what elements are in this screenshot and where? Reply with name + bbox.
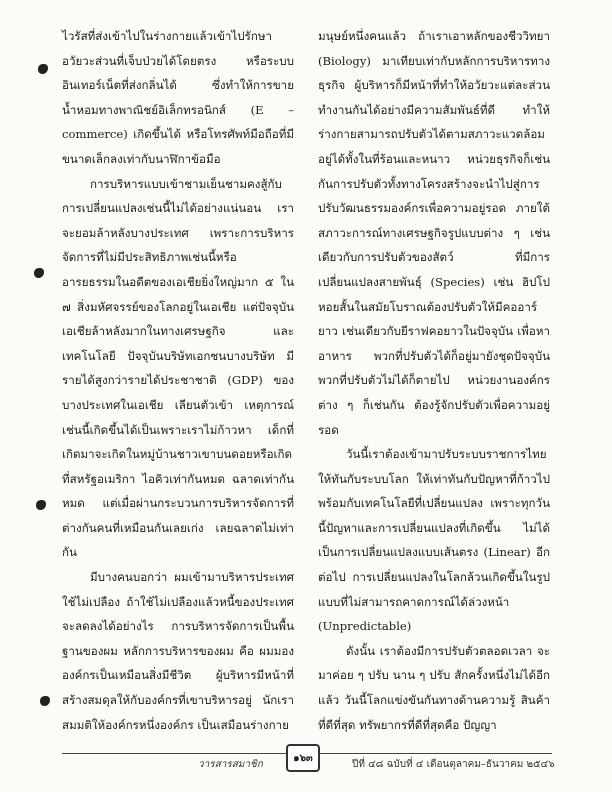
paragraph-1: ไวรัสที่ส่งเข้าไปในร่างกายแล้วเข้าไปรักษาอวัยวะส่วนที่เจ็บป่วยได้โดยตรง หรือระบบอินเทอร์เน็ตที่ส่งกลิ่นได้ ซึ่งทำให้การขายน้ำหอมทางพาณิชย์อิเล็กทรอนิกส์ (E – commerce) เกิดขึ้นได้ หรือโทรศัพท์มือถือที่มีขนาดเล็กลงเท่ากับนาฬิกาข้อมือ bbox=[62, 29, 294, 166]
paragraph-4: มนุษย์หนึ่งคนแล้ว ถ้าเราเอาหลักของชีววิทยา (Biology) มาเทียบเท่ากับหลักการบริหารทางธุรกิจ ผู้บริหารก็มีหน้าที่ทำให้อวัยวะแต่ละส่วนทำงานกันได้อย่างมีความสัมพันธ์ที่ดี ทำให้ร่างกายสามารถปรับตัวได้ตามสภาวะแวดล้อมอยู่ได้ทั้งในที่ร้อนและหนาว หน่วยธุรกิจก็เช่นกันการปรับตัวทั้งทางโครงสร้างจะนำไปสู่การปรับวัฒนธรรมองค์กรเพื่อความอยู่รอด ภายใต้สภาวะการณ์ทางเศรษฐกิจรูปแบบต่าง ๆ เช่นเดียวกับการปรับตัวของสัตว์ ที่มีการเปลี่ยนแปลงสายพันธุ์ (Species) เช่น ฮิปโปหอยสั้นในสมัยโบราณต้องปรับตัวให้มีคออาร์ยาว เช่นเดียวกับยีราฟคอยาวในปัจจุบัน เพื่อหาอาหาร พวกที่ปรับตัวได้ก็อยู่มายังชุดปัจจุบัน พวกที่ปรับตัวไม่ได้ก็ตายไป หน่วยงานองค์กรต่าง ๆ ก็เช่นกัน ต้องรู้จักปรับตัวเพื่อความอยู่รอด bbox=[318, 29, 550, 437]
page-number: ๑๖๓ bbox=[286, 744, 320, 772]
right-column bbox=[318, 24, 550, 737]
paragraph-5: วันนี้เราต้องเข้ามาปรับระบบราชการไทยให้ทันกับระบบโลก ให้เท่าทันกับปัญหาที่ก้าวไปพร้อมกับเทคโนโลยีที่เปลี่ยนแปลง เพราะทุกวันนี้ปัญหาและการเปลี่ยนแปลงที่เกิดขึ้น ไม่ได้เป็นการเปลี่ยนแปลงแบบเส้นตรง (Linear) อีกต่อไป การเปลี่ยนแปลงในโลกล้วนเกิดขึ้นในรูปแบบที่ไม่สามารถคาดการณ์ได้ล่วงหน้า (Unpredictable) bbox=[318, 447, 550, 634]
paragraph-6: ดังนั้น เราต้องมีการปรับตัวตลอดเวลา จะมาค่อย ๆ ปรับ นาน ๆ ปรับ สักครั้งหนึ่งไม่ได้อีกแล้ว วันนี้โลกแข่งขันกันทางด้านความรู้ สินค้าที่ดีที่สุด ทรัพยากรที่ดีที่สุดคือ ปัญญา bbox=[318, 643, 550, 732]
footer-journal-name: วารสารสมาชิก bbox=[198, 759, 263, 770]
ink-blot-decoration bbox=[38, 64, 48, 74]
ink-blot-decoration bbox=[34, 268, 44, 278]
footer-issue-info: ปีที่ ๔๘ ฉบับที่ ๔ เดือนตุลาคม–ธันวาคม ๒๕๔๖ bbox=[352, 759, 555, 770]
paragraph-3: มีบางคนบอกว่า ผมเข้ามาบริหารประเทศใช้ไม่เปลือง ถ้าใช้ไม่เปลืองแล้วหนี้ของประเทศจะลดลงได้อย่างไร การบริหารจัดการเป็นพื้นฐานของผม หลักการบริหารของผม คือ ผมมององค์กรเป็นเหมือนสิ่งมีชีวิต ผู้บริหารมีหน้าที่สร้างสมดุลให้กับองค์กรที่เขาบริหารอยู่ นักเราสมมติให้องค์กรหนึ่งองค์กร เป็นเสมือนร่างกาย bbox=[62, 570, 294, 732]
left-column bbox=[62, 24, 294, 737]
paragraph-2: การบริหารแบบเข้าชามเย็นชามคงสู้กับการเปลี่ยนแปลงเช่นนี้ไม่ได้อย่างแน่นอน เราจะยอมล้าหลังบางประเทศ เพราะการบริหารจัดการที่ไม่มีประสิทธิภาพเช่นนี้หรือ อารยธรรมในอดีตของเอเชียยิ่งใหญ่มาก ๕ ใน ๗ สิ่งมหัศจรรย์ของโลกอยู่ในเอเชีย แต่ปัจจุบันเอเชียล้าหลังมากในทางเศรษฐกิจ และเทคโนโลยี ปัจจุบันบริษัทเอกชนบางบริษัท มีรายได้สูงกว่ารายได้ประชาชาติ (GDP) ของบางประเทศในเอเชีย เลียนตัวเข้า เหตุการณ์เช่นนี้เกิดขึ้นได้เป็นเพราะเราไม่ก้าวหา เด็กที่เกิดมาจะเกิดในหมู่บ้านชาวเขาบนดอยหรือเกิดที่สหรัฐอเมริกา ไอคิวเท่ากันหมด ฉลาดเท่ากันหมด แต่เมื่อผ่านกระบวนการบริหารจัดการที่ต่างกันคนที่เหมือนกันเลยเก่ง เลยฉลาดไม่เท่ากัน bbox=[62, 176, 294, 560]
ink-blot-decoration bbox=[40, 696, 50, 706]
ink-blot-decoration bbox=[36, 500, 46, 510]
